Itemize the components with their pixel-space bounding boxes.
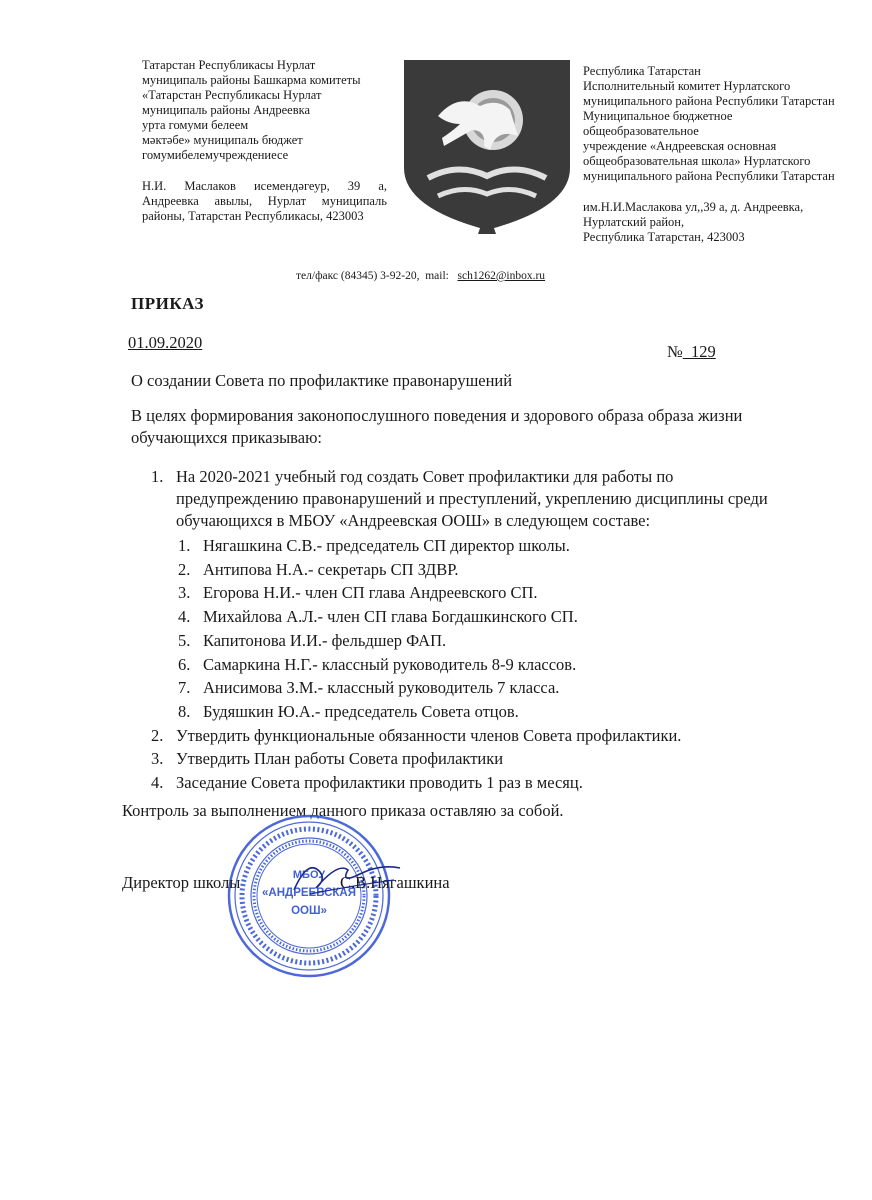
member-number: 7.: [178, 678, 191, 698]
header-right-line: муниципального района Республики Татарстан: [583, 169, 835, 183]
member-item: [131, 605, 821, 629]
order-date: 01.09.2020: [128, 333, 203, 352]
handwritten-signature-icon: [290, 850, 410, 900]
mail-label: mail:: [425, 270, 449, 282]
member-number: 1.: [178, 536, 191, 555]
order-item-text: Заседание Совета профилактики проводить 1 раз в месяц.: [176, 773, 583, 793]
header-left-line: гомумибелемучреждениесе: [142, 148, 289, 162]
order-item-number: 3.: [151, 749, 164, 769]
header-left-block: [142, 58, 387, 224]
member-number: 4.: [178, 607, 191, 627]
member-number: 3.: [178, 583, 191, 603]
member-item: [131, 653, 821, 677]
signature-title: Директор школы: [122, 873, 241, 892]
member-number: 2.: [178, 559, 191, 579]
header-right-address: им.Н.И.Маслакова ул,,39 а, д. Андреевка,: [583, 200, 804, 214]
header-left-line: Татарстан Республикасы Нурлат: [142, 58, 316, 72]
member-text: Егорова Н.И.- член СП глава Андреевского СП.: [203, 583, 538, 603]
stamp-center-line2: «АНДРЕЕВСКАЯ: [262, 887, 356, 899]
header-left-line: мәктәбе» муниципаль бюджет: [142, 133, 303, 147]
header-right-line: общеобразовательная школа» Нурлатского: [583, 154, 811, 168]
coat-of-arms-emblem: [398, 58, 576, 234]
order-item: [131, 724, 821, 748]
members-list: [131, 534, 821, 724]
member-text: Михайлова А.Л.- член СП глава Богдашкинского СП.: [203, 607, 578, 627]
number-value: 129: [691, 342, 716, 361]
member-number: 6.: [178, 654, 191, 674]
order-item-number: 2.: [151, 725, 164, 745]
control-statement: Контроль за выполнением данного приказа оставляю за собой.: [122, 801, 564, 820]
header-left-address: Андреевка авылы, Нурлат муниципаль: [142, 194, 387, 208]
header-left-line: «Татарстан Республикасы Нурлат: [142, 88, 322, 102]
member-item: [131, 676, 821, 700]
stamp-center-line1: МБОУ: [292, 869, 326, 881]
order-items-list: [131, 466, 821, 795]
order-item: [131, 747, 821, 771]
header-right-line: муниципального района Республики Татарстан: [583, 94, 835, 108]
order-item-number: 1.: [151, 467, 164, 486]
header-left-address: Н.И. Маслаков исемендәгеур, 39 а,: [142, 179, 387, 193]
order-item-text: Утвердить План работы Совета профилактики: [176, 749, 504, 769]
member-item: [131, 581, 821, 605]
member-text: Будяшкин Ю.А.- председатель Совета отцов.: [203, 701, 519, 721]
order-item: [131, 771, 821, 795]
order-intro: В целях формирования законопослушного поведения и здорового образа образа жизни обучающихся приказываю:: [131, 406, 743, 447]
member-item: [131, 629, 821, 653]
member-item: [131, 700, 821, 724]
member-number: 8.: [178, 701, 191, 721]
member-text: Нягашкина С.В.- председатель СП директор школы.: [203, 536, 570, 555]
header-right-line: Исполнительный комитет Нурлатского: [583, 79, 791, 93]
header-left-line: муниципаль районы Башкарма комитеты: [142, 73, 361, 87]
member-text: Самаркина Н.Г.- классный руководитель 8-9 классов.: [203, 654, 577, 674]
header-left-address: районы, Татарстан Республикасы, 423003: [142, 209, 364, 223]
header-right-address: Нурлатский район,: [583, 215, 685, 229]
member-number: 5.: [178, 630, 191, 650]
stamp-center-line3: ООШ»: [291, 905, 327, 917]
order-subject: О создании Совета по профилактике правонарушений: [131, 371, 513, 390]
member-text: Анисимова З.М.- классный руководитель 7 класса.: [203, 678, 560, 698]
document-title: ПРИКАЗ: [131, 294, 204, 313]
email-link[interactable]: sch1262@inbox.ru: [457, 270, 546, 282]
order-item-number: 4.: [151, 773, 164, 793]
header-right-block: [583, 64, 858, 245]
order-number: [667, 342, 716, 362]
header-right-line: учреждение «Андреевская основная: [583, 139, 777, 153]
header-right-line: Республика Татарстан: [583, 64, 701, 78]
number-label: №: [667, 342, 683, 361]
order-item-text: Утвердить функциональные обязанности членов Совета профилактики.: [176, 725, 682, 745]
header-right-line: Муниципальное бюджетное: [583, 109, 733, 123]
contacts-line: [296, 270, 545, 282]
header-right-address: Республика Татарстан, 423003: [583, 230, 745, 244]
member-item: [131, 558, 821, 582]
member-text: Капитонова И.И.- фельдшер ФАП.: [203, 630, 447, 650]
order-item-text: На 2020-2021 учебный год создать Совет профилактики для работы по предупреждению правонарушений и преступлений, укреплению дисциплины среди обучающихся в МБОУ «Андреевская ООШ» в следующем составе:: [176, 467, 768, 530]
header-right-line: общеобразовательное: [583, 124, 699, 138]
header-left-line: муниципаль районы Андреевка: [142, 103, 311, 117]
order-item: [131, 466, 796, 532]
phone-fax: тел/факс (84345) 3-92-20,: [296, 270, 420, 282]
member-item: [131, 534, 821, 558]
member-text: Антипова Н.А.- секретарь СП ЗДВР.: [203, 559, 459, 579]
header-left-line: урта гомуми белеем: [142, 118, 249, 132]
signature-name: С.В.Нягашкина: [340, 873, 450, 892]
